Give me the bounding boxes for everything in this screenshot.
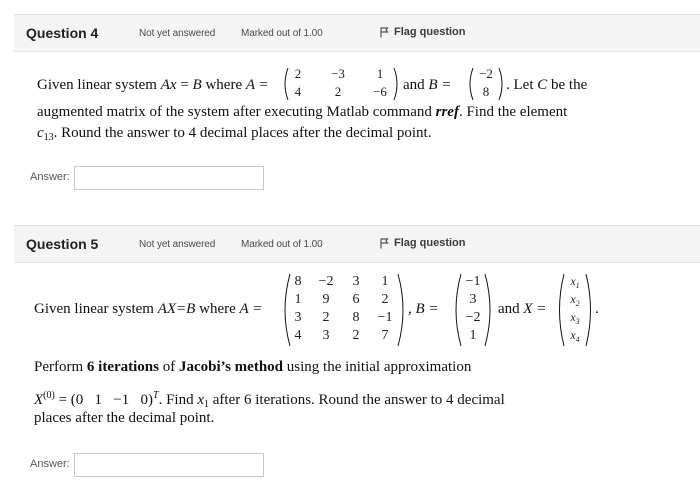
matrix-cell: 3 — [294, 310, 302, 325]
matrix-cell: 2 — [381, 292, 389, 307]
q4-eq-lhs: Ax — [160, 77, 177, 93]
q5-method: Jacobi’s method — [178, 359, 284, 375]
matrix-cell: 4 — [294, 328, 302, 343]
matrix-cell: 2 — [294, 66, 302, 81]
q4-rref: rref — [435, 104, 459, 120]
vector-cell: −2 — [479, 66, 493, 81]
matrix-cell: −3 — [331, 66, 345, 81]
question-marks: Marked out of 1.00 — [241, 239, 323, 250]
matrix-cell: 4 — [294, 84, 302, 99]
flag-question-label: Flag question — [394, 237, 466, 249]
q5-after: after 6 iterations. Round the answer to 4 decimal — [212, 392, 505, 408]
q5-x0-sup: (0) — [43, 390, 55, 401]
q4-a-label: A = — [245, 77, 269, 93]
matrix-cell: 6 — [352, 292, 360, 307]
q4-c13: c — [37, 125, 44, 141]
vector-cell: −1 — [465, 274, 481, 289]
answer-input[interactable] — [74, 166, 264, 190]
vector-cell: $x_4$ — [570, 328, 580, 344]
q4-eq-sign: = — [180, 77, 189, 93]
flag-question-button[interactable] — [380, 26, 466, 38]
q5-of: of — [162, 359, 176, 375]
vector-cell: 3 — [469, 292, 477, 307]
q5-vector-b — [452, 272, 494, 348]
matrix-cell: 1 — [294, 292, 302, 307]
question-marks: Marked out of 1.00 — [241, 28, 323, 39]
q5-x0: X — [34, 392, 44, 408]
matrix-cell: 2 — [334, 84, 342, 99]
q5-vector-x — [556, 272, 594, 348]
q4-matrix-a — [281, 66, 401, 102]
answer-label: Answer: — [30, 171, 70, 183]
flag-icon — [380, 238, 389, 249]
vector-cell: 1 — [469, 328, 477, 343]
q5-period: . — [595, 301, 599, 317]
q5-x0-transpose: T — [153, 390, 159, 401]
q5-x1-sub: 1 — [204, 399, 210, 410]
matrix-cell: −1 — [377, 310, 393, 325]
question-status: Not yet answered — [139, 239, 216, 250]
answer-input[interactable] — [74, 453, 264, 477]
vector-cell: 8 — [482, 84, 490, 99]
question-status: Not yet answered — [139, 28, 216, 39]
q5-x-label: X = — [523, 301, 547, 317]
q5-iterations: 6 iterations — [86, 359, 159, 375]
q4-line3: . Round the answer to 4 decimal places after the decimal point. — [53, 125, 432, 141]
q5-find: . Find — [158, 392, 194, 408]
q5-where: where — [199, 301, 236, 317]
matrix-cell: 9 — [322, 292, 330, 307]
matrix-cell: 8 — [352, 310, 360, 325]
q4-c-var: C — [537, 77, 548, 93]
q4-b-label: B = — [428, 77, 452, 93]
q4-line2b: . Find the element — [458, 104, 568, 120]
matrix-cell: −2 — [318, 274, 334, 289]
q4-text-given: Given linear system — [37, 77, 157, 93]
matrix-cell: 2 — [322, 310, 330, 325]
q5-initial: using the initial approximation — [286, 359, 472, 375]
question-5-header — [14, 225, 700, 263]
matrix-cell: 3 — [352, 274, 360, 289]
question-title: Question 4 — [26, 25, 99, 41]
q5-places: places after the decimal point. — [34, 410, 215, 426]
q5-x1: x — [197, 392, 205, 408]
q5-b-label: , B = — [408, 301, 439, 317]
q5-text-given: Given linear system — [34, 301, 154, 317]
q4-be-the: be the — [551, 77, 588, 93]
q4-line2: augmented matrix of the system after executing Matlab command — [37, 104, 432, 120]
q4-where: where — [205, 77, 243, 93]
q4-vector-b — [466, 66, 506, 102]
matrix-cell: 3 — [322, 328, 330, 343]
flag-icon — [380, 27, 389, 38]
q5-x0-value: = (0 1 −1 0) — [58, 392, 154, 408]
q4-eq-rhs: B — [192, 77, 202, 93]
answer-label: Answer: — [30, 458, 70, 470]
question-title: Question 5 — [26, 236, 99, 252]
matrix-cell: 2 — [352, 328, 360, 343]
q4-c13-sub: 13 — [43, 132, 54, 143]
q5-matrix-a — [281, 272, 407, 348]
vector-cell: $x_1$ — [570, 274, 580, 290]
q5-a-label: A = — [239, 301, 263, 317]
vector-cell: $x_2$ — [570, 292, 580, 308]
matrix-cell: −6 — [373, 84, 387, 99]
flag-question-button[interactable] — [380, 237, 466, 249]
q4-let: . Let — [506, 77, 534, 93]
matrix-cell: 8 — [294, 274, 302, 289]
flag-question-label: Flag question — [394, 26, 466, 38]
q5-perform: Perform — [34, 359, 84, 375]
vector-cell: $x_3$ — [570, 310, 580, 326]
vector-cell: −2 — [465, 310, 481, 325]
matrix-cell: 1 — [381, 274, 389, 289]
matrix-cell: 7 — [381, 328, 389, 343]
question-4-header — [14, 14, 700, 52]
q5-and: and — [498, 301, 520, 317]
q5-eq: AX=B — [157, 301, 196, 317]
q4-and: and — [403, 77, 425, 93]
matrix-cell: 1 — [376, 66, 384, 81]
